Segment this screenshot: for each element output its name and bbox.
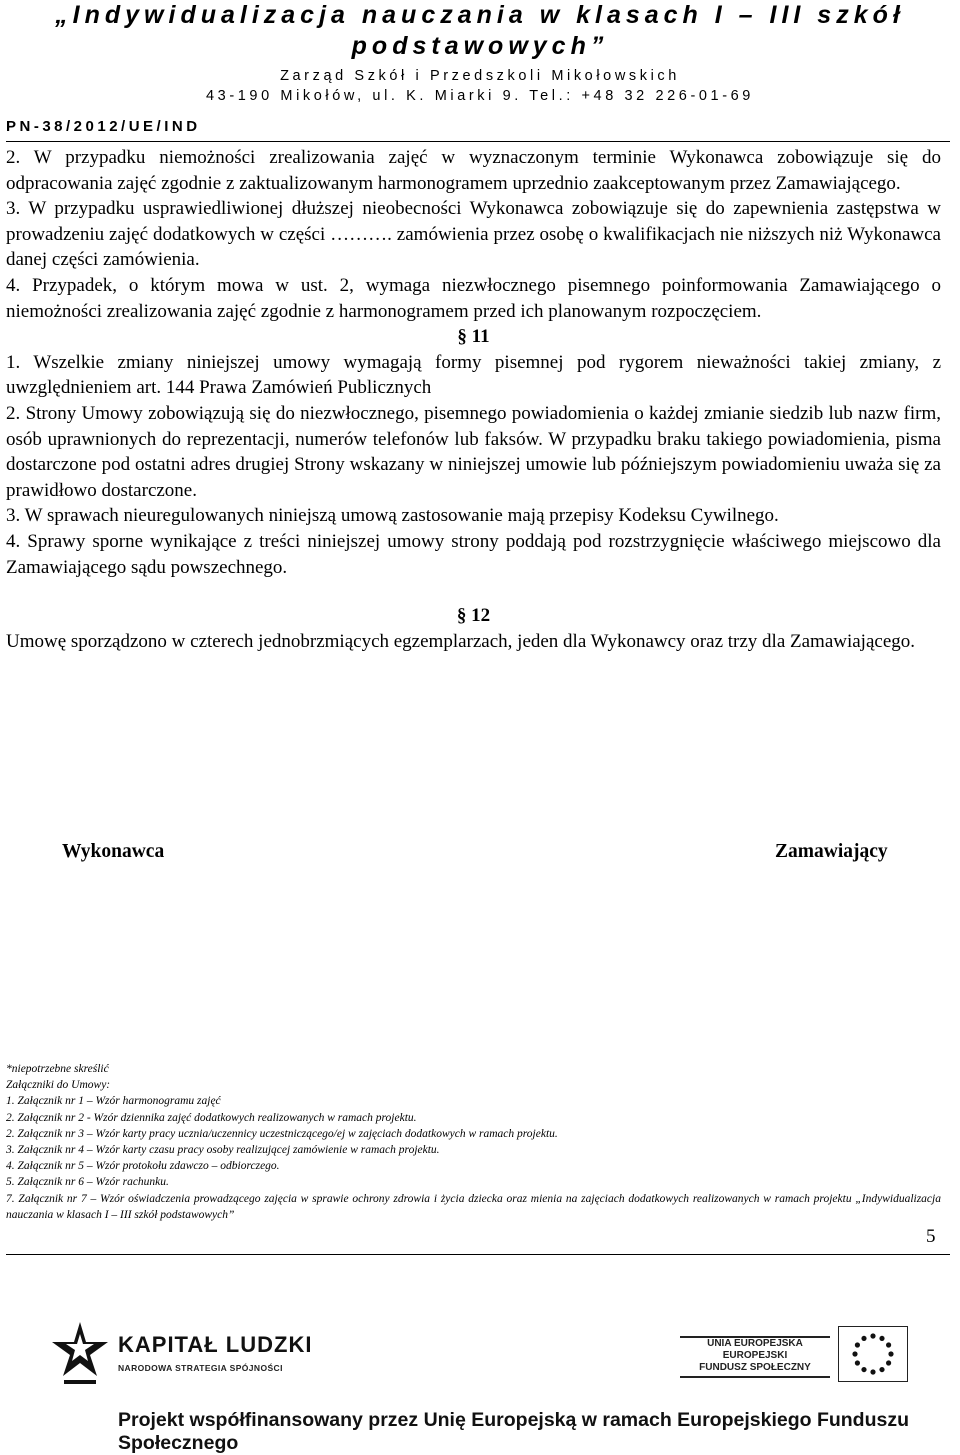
section-11-heading: § 11 — [457, 326, 490, 348]
header-title-line2: podstawowych” — [351, 32, 609, 60]
document-number: PN-38/2012/UE/IND — [6, 118, 201, 135]
section-12-heading: § 12 — [456, 605, 491, 627]
section-11-paragraph-4: 4. Sprawy sporne wynikające z treści niniejszej umowy strony poddają pod rozstrzygnięcie właściwego miejscowo dla Zamawiającego sądu powszechnego. — [6, 530, 941, 578]
header-org-address: 43-190 Mikołów, ul. K. Miarki 9. Tel.: +48 32 226-01-69 — [206, 88, 754, 104]
footnote-line: 1. Załącznik nr 1 – Wzór harmonogramu zajęć — [6, 1095, 221, 1108]
ue-line-3: FUNDUSZ SPOŁECZNY — [699, 1362, 811, 1373]
eu-star-icon — [861, 1367, 866, 1372]
eu-star-icon — [888, 1351, 893, 1356]
ue-line-2: EUROPEJSKI — [722, 1350, 788, 1361]
eu-star-icon — [886, 1342, 891, 1347]
ue-line-1: UNIA EUROPEJSKA — [707, 1338, 803, 1349]
footnote-line: 3. Załącznik nr 4 – Wzór karty czasu pracy osoby realizującej zamówienie w ramach projektu. — [6, 1144, 440, 1157]
section-11-paragraph-1: 1. Wszelkie zmiany niniejszej umowy wymagają formy pisemnej pod rygorem nieważności takiej zmiany, z uwzględnieniem art. 144 Prawa Zamówień Publicznych — [6, 351, 941, 399]
footnote-line: 2. Załącznik nr 2 - Wzór dziennika zajęć dodatkowych realizowanych w ramach projektu. — [6, 1111, 417, 1124]
header-title-line1: „Indywidualizacja nauczania w klasach I – III szkół — [55, 1, 905, 29]
ue-line-bottom — [680, 1376, 830, 1378]
paragraph-2: 2. W przypadku niemożności zrealizowania zajęć w wyznaczonym terminie Wykonawca zobowiązuje się do odpracowania zajęć zgodnie z zaktualizowanym harmonogramem uprzednio zaakceptowanym przez Zamawiającego. — [6, 147, 941, 194]
footer-divider — [6, 1254, 950, 1255]
ue-label — [680, 1338, 830, 1374]
ue-line-top — [680, 1336, 830, 1338]
funding-slogan: Projekt współfinansowany przez Unię Europejską w ramach Europejskiego Funduszu Społecznego — [118, 1409, 910, 1454]
eu-star-icon — [870, 1369, 875, 1374]
footnote-line: 7. Załącznik nr 7 – Wzór oświadczenia prowadzącego zajęcia w sprawie ochrony zdrowia i życia dziecka oraz mienia na zajęciach dodatkowych realizowanych w ramach projektu „Indywidualizacja nauczania w klasach I – III szkół podstawowych” — [6, 1192, 941, 1221]
footnote-line: Załączniki do Umowy: — [6, 1079, 111, 1092]
eu-star-icon — [879, 1367, 884, 1372]
footer-logos — [0, 1312, 960, 1454]
signature-contractor: Wykonawca — [62, 841, 165, 862]
section-11-paragraph-2: 2. Strony Umowy zobowiązują się do niezwłocznego, pisemnego powiadomienia o każdej zmianie siedzib lub nazw firm, osób uprawnionych do reprezentacji, numerów telefonów lub faksów. W przypadku braku takiego powiadomienia, pisma dostarczone pod ostatni adres drugiej Strony wskazany w niniejszej umowie lub późniejszym powiadomieniu uważa się za prawidłowo dostarczone. — [6, 402, 941, 501]
paragraph-3: 3. W przypadku usprawiedliwionej dłuższej nieobecności Wykonawca zobowiązuje się do zapewnienia zastępstwa w prowadzeniu zajęć dodatkowych w części ………. zamówienia przez osobę o kwalifikacjach nie niższych niż Wykonawca danej części zamówienia. — [6, 198, 941, 271]
footnote-line: *niepotrzebne skreślić — [6, 1063, 109, 1075]
footnote-line: 2. Załącznik nr 3 – Wzór karty pracy ucznia/uczennicy uczestniczącego/ej w zajęciach dodatkowych w ramach projektu. — [6, 1127, 558, 1140]
eu-star-icon — [870, 1333, 875, 1338]
eu-star-icon — [861, 1336, 866, 1341]
footnote-line: 4. Załącznik nr 5 – Wzór protokołu zdawczo – odbiorczego. — [6, 1160, 280, 1173]
kapital-ludzki-sub: NARODOWA STRATEGIA SPÓJNOŚCI — [118, 1363, 283, 1373]
signature-client: Zamawiający — [775, 841, 888, 862]
eu-flag-icon — [838, 1326, 908, 1382]
header-divider — [6, 141, 950, 142]
paragraph-4: 4. Przypadek, o którym mowa w ust. 2, wymaga niezwłocznego pisemnego poinformowania Zamawiającego o niemożności zrealizowania zajęć zgodnie z harmonogramem przed ich planowanym rozpoczęciem. — [6, 274, 941, 322]
contract-body — [6, 145, 941, 654]
section-12-paragraph-1: Umowę sporządzono w czterech jednobrzmiących egzemplarzach, jeden dla Wykonawcy oraz trzy dla Zamawiającego. — [6, 630, 916, 652]
section-11-paragraph-3: 3. W sprawach nieuregulowanych niniejszą umową zastosowanie mają przepisy Kodeksu Cywilnego. — [6, 505, 779, 527]
header-org-name: Zarząd Szkół i Przedszkoli Mikołowskich — [280, 68, 680, 84]
eu-star-icon — [879, 1336, 884, 1341]
eu-star-icon — [886, 1360, 891, 1365]
eu-star-icon — [855, 1360, 860, 1365]
footnotes — [6, 1061, 941, 1223]
eu-star-icon — [852, 1351, 857, 1356]
kapital-ludzki-label: KAPITAŁ LUDZKI — [118, 1332, 313, 1357]
eu-star-icon — [855, 1342, 860, 1347]
footnote-line: 5. Załącznik nr 6 – Wzór rachunku. — [6, 1176, 169, 1189]
page-number: 5 — [926, 1226, 936, 1247]
kapital-ludzki-logo-icon — [50, 1320, 110, 1392]
